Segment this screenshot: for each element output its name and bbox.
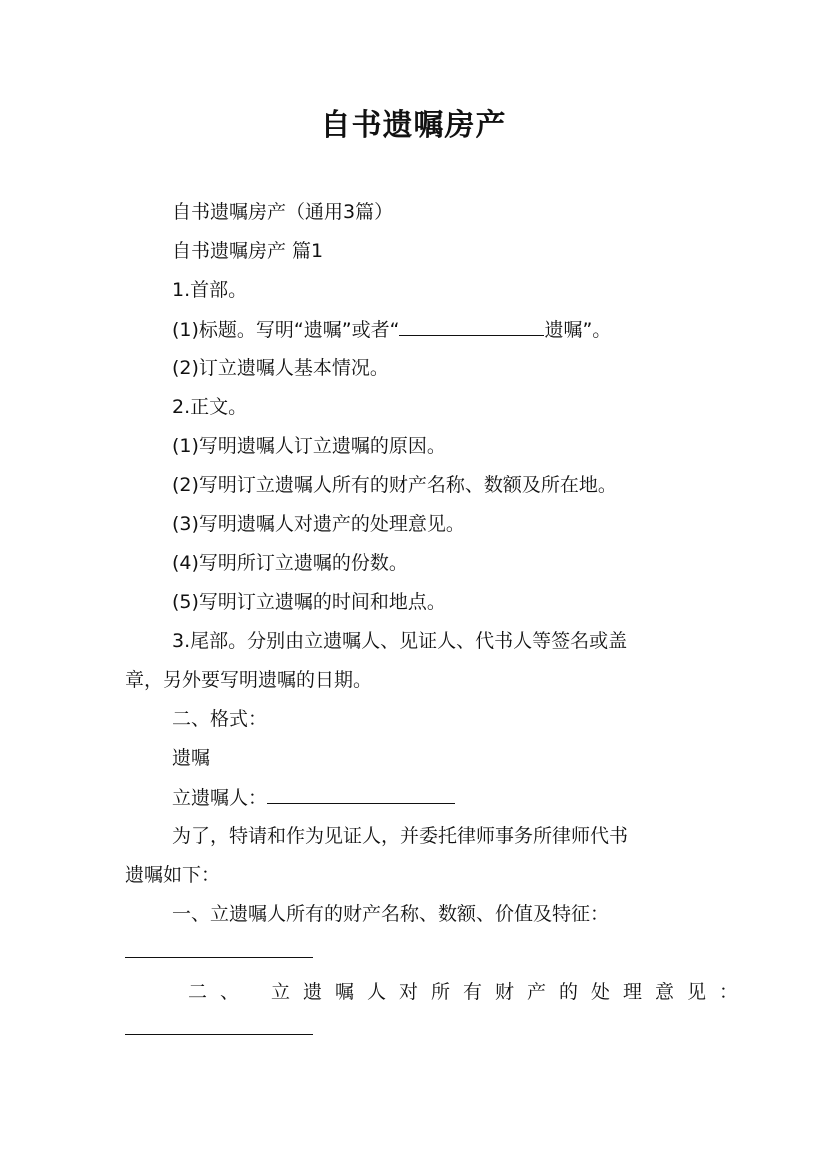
paragraph-line (172, 785, 455, 810)
fill-in-blank (399, 317, 544, 336)
text-segment: 遗嘱”。 (544, 319, 612, 341)
paragraph-line: (1)写明遗嘱人订立遗嘱的原因。 (172, 435, 446, 457)
paragraph-line: 3.尾部。分别由立遗嘱人、见证人、代书人等签名或盖 (172, 630, 628, 652)
fill-in-rule (125, 957, 313, 958)
text-segment: (1)标题。写明“遗嘱”或者“ (172, 319, 400, 341)
paragraph-line: 章，另外要写明遗嘱的日期。 (125, 669, 373, 691)
paragraph-line: (2)订立遗嘱人基本情况。 (172, 357, 389, 379)
paragraph-line: 遗嘱如下： (125, 864, 221, 886)
paragraph-line (172, 317, 611, 342)
paragraph-line: (5)写明订立遗嘱的时间和地点。 (172, 591, 446, 613)
paragraph-line: 为了，特请和作为见证人，并委托律师事务所律师代书 (172, 825, 629, 847)
subtitle-line: 自书遗嘱房产（通用3篇） (172, 201, 394, 223)
paragraph-line: 1.首部。 (172, 279, 248, 301)
paragraph-line: (2)写明订立遗嘱人所有的财产名称、数额及所在地。 (172, 474, 617, 496)
text-segment: 立遗嘱人： (172, 787, 268, 809)
paragraph-line: 二、 立遗嘱人对所有财产的处理意见： (188, 981, 752, 1003)
fill-in-blank (267, 785, 455, 804)
section-heading: 自书遗嘱房产 篇1 (172, 240, 324, 262)
paragraph-line: (4)写明所订立遗嘱的份数。 (172, 552, 408, 574)
paragraph-line: 2.正文。 (172, 396, 248, 418)
paragraph-line: 二、格式： (172, 708, 268, 730)
paragraph-line: 遗嘱 (172, 747, 211, 769)
paragraph-line: (3)写明遗嘱人对遗产的处理意见。 (172, 513, 465, 535)
paragraph-line: 一、立遗嘱人所有的财产名称、数额、价值及特征： (172, 903, 610, 925)
fill-in-rule (125, 1034, 313, 1035)
document-title: 自书遗嘱房产 (320, 108, 507, 143)
